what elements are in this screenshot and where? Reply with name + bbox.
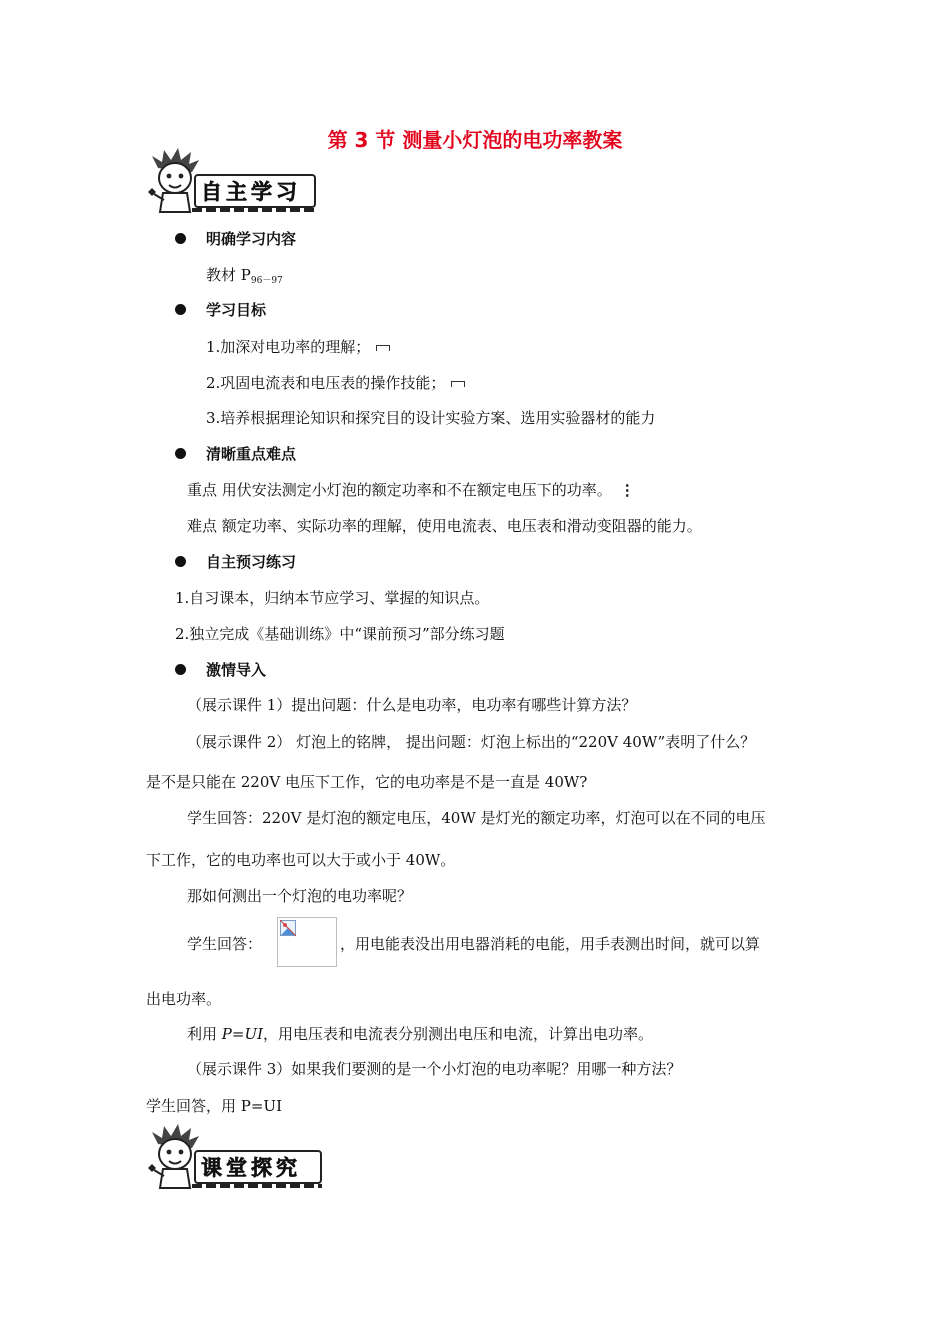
preview-item-2: 2.独立完成《基础训练》中“课前预习”部分练习题 xyxy=(175,625,505,643)
goal-item-3: 3.培养根据理论知识和探究目的设计实验方案、选用实验器材的能力 xyxy=(206,409,656,427)
intro-paragraph-2: （展示课件 2） 灯泡上的铭牌， 提出问题：灯泡上标出的“220V 40W”表明了什么？ xyxy=(187,733,756,751)
goal-item-1: 1.加深对电功率的理解； xyxy=(206,336,390,357)
bullet-icon xyxy=(175,556,186,567)
intro-paragraph-1: （展示课件 1）提出问题：什么是电功率，电功率有哪些计算方法？ xyxy=(187,696,637,714)
intro-paragraph-3: 学生回答：220V 是灯泡的额定电压，40W 是灯光的额定功率，灯泡可以在不同的电压 xyxy=(187,809,766,827)
textbook-pages: 教材 $P_{96-97}$ xyxy=(206,266,283,286)
intro-paragraph-3-cont: 下工作，它的电功率也可以大于或小于 40W。 xyxy=(146,851,456,869)
bullet-icon xyxy=(175,448,186,459)
key-point: 重点 用伏安法测定小灯泡的额定功率和不在额定电压下的功率。 ⋮ xyxy=(187,481,635,499)
formula-pui: P=UI xyxy=(221,1025,264,1043)
banner-classroom-text: 课堂探究 xyxy=(201,1156,301,1180)
section-heading-content: 明确学习内容 xyxy=(175,228,296,249)
banner-self-study xyxy=(144,148,319,214)
goal-item-2: 2.巩固电流表和电压表的操作技能； xyxy=(206,372,465,393)
banner-divider xyxy=(192,1184,322,1188)
bracket-mark-icon xyxy=(451,381,465,387)
intro-paragraph-4: 那如何测出一个灯泡的电功率呢？ xyxy=(187,887,413,905)
broken-image-icon xyxy=(280,920,298,938)
banner-classroom xyxy=(144,1124,324,1190)
intro-paragraph-2-cont: 是不是只能在 220V 电压下工作，它的电功率是不是一直是 40W? xyxy=(146,773,588,791)
intro-paragraph-5: ，用电能表没出用电器消耗的电能，用手表测出时间，就可以算 xyxy=(340,935,761,953)
section-heading-preview: 自主预习练习 xyxy=(175,551,296,572)
intro-paragraph-5-cont: 出电功率。 xyxy=(146,990,222,1008)
section-heading-goals: 学习目标 xyxy=(175,299,266,320)
section-heading-keypoints: 清晰重点难点 xyxy=(175,443,296,464)
banner-divider xyxy=(192,208,316,212)
bullet-icon xyxy=(175,664,186,675)
key-mark: ⋮ xyxy=(619,481,635,499)
intro-paragraph-7: （展示课件 3）如果我们要测的是一个小灯泡的电功率呢？用哪一种方法？ xyxy=(187,1060,682,1078)
preview-item-1: 1.自习课本，归纳本节应学习、掌握的知识点。 xyxy=(175,589,490,607)
bullet-icon xyxy=(175,304,186,315)
difficult-point: 难点 额定功率、实际功率的理解，使用电流表、电压表和滑动变阻器的能力。 xyxy=(187,517,702,535)
bracket-mark-icon xyxy=(376,345,390,351)
intro-paragraph-8: 学生回答，用 P=UI xyxy=(146,1097,282,1115)
section-heading-intro: 激情导入 xyxy=(175,659,266,680)
banner-self-study-text: 自主学习 xyxy=(201,180,301,204)
intro-paragraph-6: 利用 P=UI，用电压表和电流表分别测出电压和电流，计算出电功率。 xyxy=(187,1025,654,1043)
intro-paragraph-5-label: 学生回答： xyxy=(187,935,263,953)
document-title: 第 3 节 测量小灯泡的电功率教案 xyxy=(327,128,623,152)
bullet-icon xyxy=(175,233,186,244)
missing-image-placeholder xyxy=(277,917,337,967)
